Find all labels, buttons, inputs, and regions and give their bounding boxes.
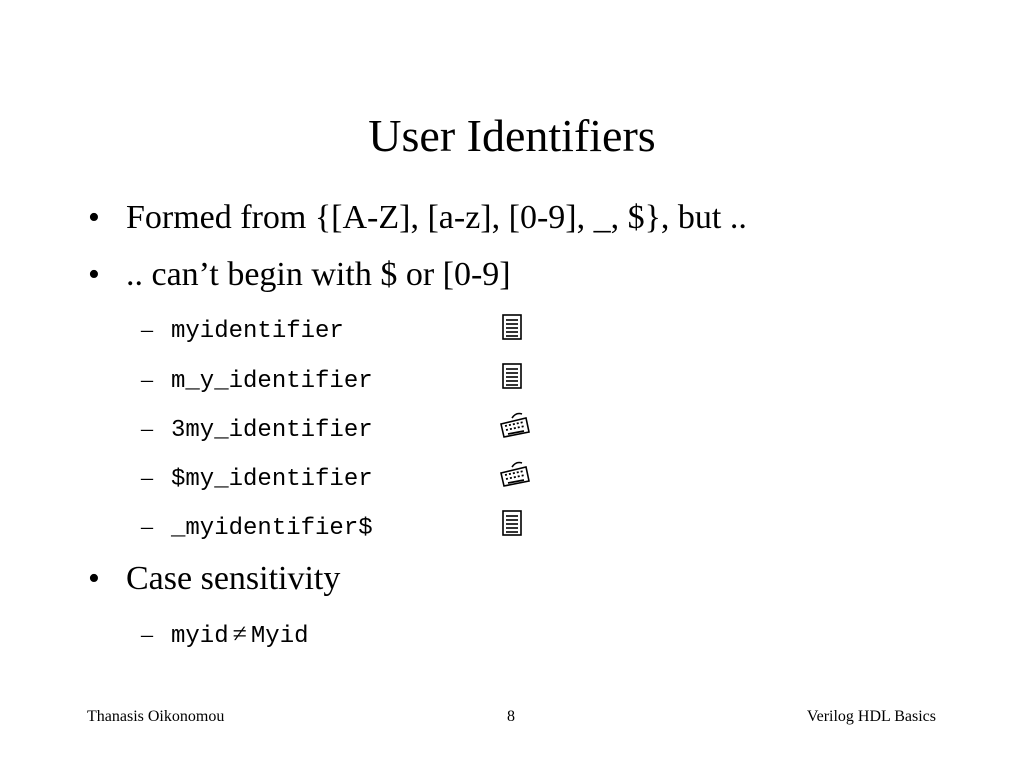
footer-course: Verilog HDL Basics (806, 708, 936, 725)
example-code: 3my_identifier (171, 417, 373, 444)
bullet-glyph: • (88, 560, 100, 597)
footer-author: Thanasis Oikonomou (87, 708, 225, 725)
example-code: $my_identifier (171, 466, 373, 493)
bullet-text: .. can’t begin with $ or [0-9] (126, 256, 511, 293)
example-item (141, 512, 373, 544)
bullet-glyph: • (88, 256, 100, 293)
example-code: myidentifier (171, 318, 344, 345)
keyboard-icon (498, 459, 532, 487)
bullet-item-case (88, 559, 340, 599)
footer-page-number: 8 (507, 708, 515, 725)
example-item (141, 365, 373, 397)
dash-glyph: – (141, 514, 153, 540)
case-example-right: Myid (250, 623, 309, 650)
dash-glyph: – (141, 416, 153, 442)
dash-glyph: – (141, 465, 153, 491)
case-example (141, 619, 309, 652)
example-code: m_y_identifier (171, 368, 373, 395)
keyboard-icon (498, 410, 532, 438)
bullet-text: Case sensitivity (126, 560, 341, 597)
bullet-text: Formed from {[A-Z], [a-z], [0-9], _, $}, but .. (126, 199, 747, 236)
bullet-item-start-rule (88, 255, 511, 295)
case-example-left: myid (171, 623, 229, 650)
document-icon (498, 314, 532, 342)
example-code: _myidentifier$ (171, 515, 373, 542)
dash-glyph: – (141, 622, 153, 648)
bullet-glyph: • (88, 199, 100, 236)
example-item (141, 315, 344, 347)
not-equal-symbol: ≠ (232, 619, 247, 648)
dash-glyph: – (141, 317, 153, 343)
document-icon (498, 510, 532, 538)
example-item (141, 414, 373, 446)
slide-title: User Identifiers (368, 110, 656, 161)
document-icon (498, 363, 532, 391)
bullet-item-charset (88, 198, 747, 238)
dash-glyph: – (141, 367, 153, 393)
example-item (141, 463, 373, 495)
